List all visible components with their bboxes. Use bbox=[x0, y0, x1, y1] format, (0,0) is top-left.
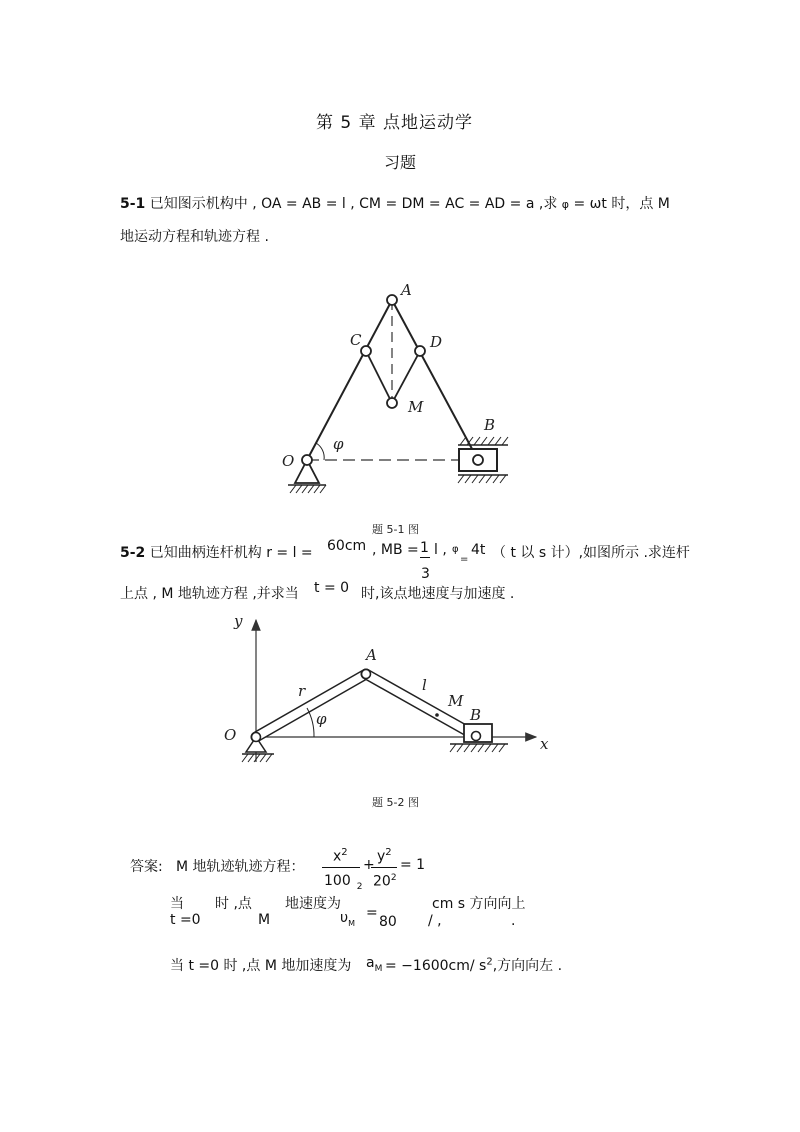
problem-2-line-1 bbox=[120, 542, 313, 562]
answer-upsilon-sub: M bbox=[348, 918, 356, 928]
label-o: O bbox=[224, 726, 237, 744]
link-oa bbox=[256, 674, 366, 737]
joint-c bbox=[361, 346, 371, 356]
joint-o bbox=[252, 733, 261, 742]
label-b: B bbox=[470, 706, 482, 724]
eq-y: y bbox=[377, 848, 386, 865]
eq-y2 bbox=[377, 847, 392, 865]
label-a: A bbox=[366, 646, 377, 664]
fraction-numerator: 1 bbox=[420, 540, 429, 556]
problem-1-text-a: 已知图示机构中 bbox=[149, 196, 248, 212]
label-a: A bbox=[401, 281, 412, 299]
eq-x: x bbox=[333, 848, 342, 865]
eq-den-1-value: 100 bbox=[324, 873, 351, 889]
answer-accel-text: 当 t =0 时 ,点 M 地加速度为 bbox=[170, 958, 352, 974]
problem-2-4t: 4t bbox=[471, 542, 486, 558]
problem-2-phi: φ bbox=[452, 544, 459, 555]
problem-2-number: 5-2 bbox=[120, 545, 146, 561]
label-b: B bbox=[484, 416, 496, 434]
answer-trajectory-text: M 地轨迹轨迹方程： bbox=[176, 859, 305, 875]
answer-upsilon-symbol: υ bbox=[340, 910, 349, 926]
answer-dang: 当 bbox=[170, 896, 184, 912]
problem-1-number: 5-1 bbox=[120, 196, 146, 212]
joint-b bbox=[473, 455, 483, 465]
problem-2-value-60: 60cm bbox=[327, 538, 367, 554]
label-m: M bbox=[448, 692, 464, 710]
answer-accel-symbol bbox=[366, 955, 382, 974]
joint-m bbox=[387, 398, 397, 408]
answer-accel-direction: ,方向向左 . bbox=[492, 958, 563, 974]
hatch-b bbox=[450, 744, 505, 752]
eq-den-1-power: 2 bbox=[356, 881, 363, 892]
answer-m: M bbox=[258, 912, 271, 928]
eq-x-power: 2 bbox=[341, 847, 348, 858]
eq-den-1 bbox=[324, 873, 362, 892]
answer-slash: / , bbox=[428, 913, 442, 929]
problem-1-line-2: 地运动方程和轨迹方程 . bbox=[120, 229, 269, 245]
fraction-bar bbox=[420, 557, 430, 558]
problem-2-mb: , MB = bbox=[372, 542, 419, 558]
eq-y-power: 2 bbox=[385, 847, 392, 858]
section-title: 习题 bbox=[384, 153, 417, 172]
answer-unit: cm s 方向向上 bbox=[432, 896, 526, 912]
caption-5-1: 题 5-1 图 bbox=[372, 523, 419, 536]
answer-80: 80 bbox=[379, 914, 397, 930]
link-dm bbox=[392, 351, 420, 403]
label-r: r bbox=[298, 682, 306, 700]
label-l: l bbox=[422, 676, 427, 694]
label-y: y bbox=[234, 612, 243, 630]
answer-accel-number: = −1600cm/ s bbox=[385, 958, 487, 974]
eq-plus: + bbox=[363, 857, 375, 873]
problem-2-eq: = bbox=[460, 554, 469, 565]
label-x: x bbox=[540, 735, 549, 753]
problem-2-l: l , bbox=[434, 542, 447, 558]
hatch-o bbox=[242, 754, 272, 762]
answer-label: 答案: bbox=[130, 859, 163, 875]
label-phi: φ bbox=[333, 435, 344, 453]
joint-b bbox=[472, 732, 481, 741]
problem-2-text-a: 已知曲柄连杆机构 r = l = bbox=[149, 545, 313, 561]
problem-1-text-c: 时，点 M bbox=[611, 196, 670, 212]
joint-o bbox=[302, 455, 312, 465]
answer-speed-text: 地速度为 bbox=[285, 896, 341, 912]
problem-1-phi: φ bbox=[561, 198, 570, 211]
answer-accel-value bbox=[385, 955, 562, 975]
eq-den-2-value: 20 bbox=[373, 873, 391, 890]
problem-1-text-b: , OA = AB = l , CM = DM = AC = AD = a ,求 bbox=[252, 196, 558, 212]
link-cm bbox=[366, 351, 392, 403]
point-m bbox=[435, 713, 439, 717]
chapter-title: 第 5 章 点地运动学 bbox=[316, 113, 474, 133]
label-d: D bbox=[430, 333, 443, 351]
fraction-bar-1 bbox=[322, 867, 360, 868]
label-c: C bbox=[350, 331, 362, 349]
answer-t0: t =0 bbox=[170, 912, 201, 928]
joint-d bbox=[415, 346, 425, 356]
link-oa bbox=[307, 300, 392, 460]
label-m: M bbox=[408, 398, 424, 416]
fraction-bar-2 bbox=[371, 867, 397, 868]
label-phi: φ bbox=[316, 710, 327, 728]
caption-5-2: 题 5-2 图 bbox=[372, 796, 419, 809]
angle-arc bbox=[316, 443, 324, 460]
hatch-o bbox=[290, 485, 326, 493]
problem-2-line-2b: 时,该点地速度与加速度 . bbox=[361, 586, 515, 602]
problem-2-t0: t = 0 bbox=[314, 580, 350, 596]
figure-5-2 bbox=[218, 612, 558, 777]
answer-accel-power: 2 bbox=[486, 956, 493, 968]
answer-eq-sign: = bbox=[366, 905, 378, 921]
problem-1-omega: = ωt bbox=[573, 196, 607, 212]
answer-a: a bbox=[366, 955, 375, 971]
problem-1-line-1 bbox=[120, 193, 670, 213]
label-o: O bbox=[282, 452, 295, 470]
fraction-denominator: 3 bbox=[421, 566, 430, 582]
joint-a bbox=[362, 670, 371, 679]
problem-2-line-2a: 上点 , M 地轨迹方程 ,并求当 bbox=[120, 586, 299, 602]
eq-den-2-power: 2 bbox=[390, 873, 397, 883]
figure-5-1 bbox=[280, 275, 520, 500]
hatch-bottom bbox=[458, 475, 506, 483]
joint-a bbox=[387, 295, 397, 305]
answer-shi-dian: 时 ,点 bbox=[215, 896, 252, 912]
answer-upsilon bbox=[340, 910, 355, 928]
answer-a-sub: M bbox=[374, 963, 383, 974]
problem-2-text-c: （ t 以 s 计）,如图所示 .求连杆 bbox=[492, 545, 690, 561]
eq-x2 bbox=[333, 847, 348, 865]
eq-den-2 bbox=[373, 873, 397, 890]
eq-equals-one: = 1 bbox=[400, 857, 426, 873]
answer-dot: . bbox=[511, 913, 516, 929]
